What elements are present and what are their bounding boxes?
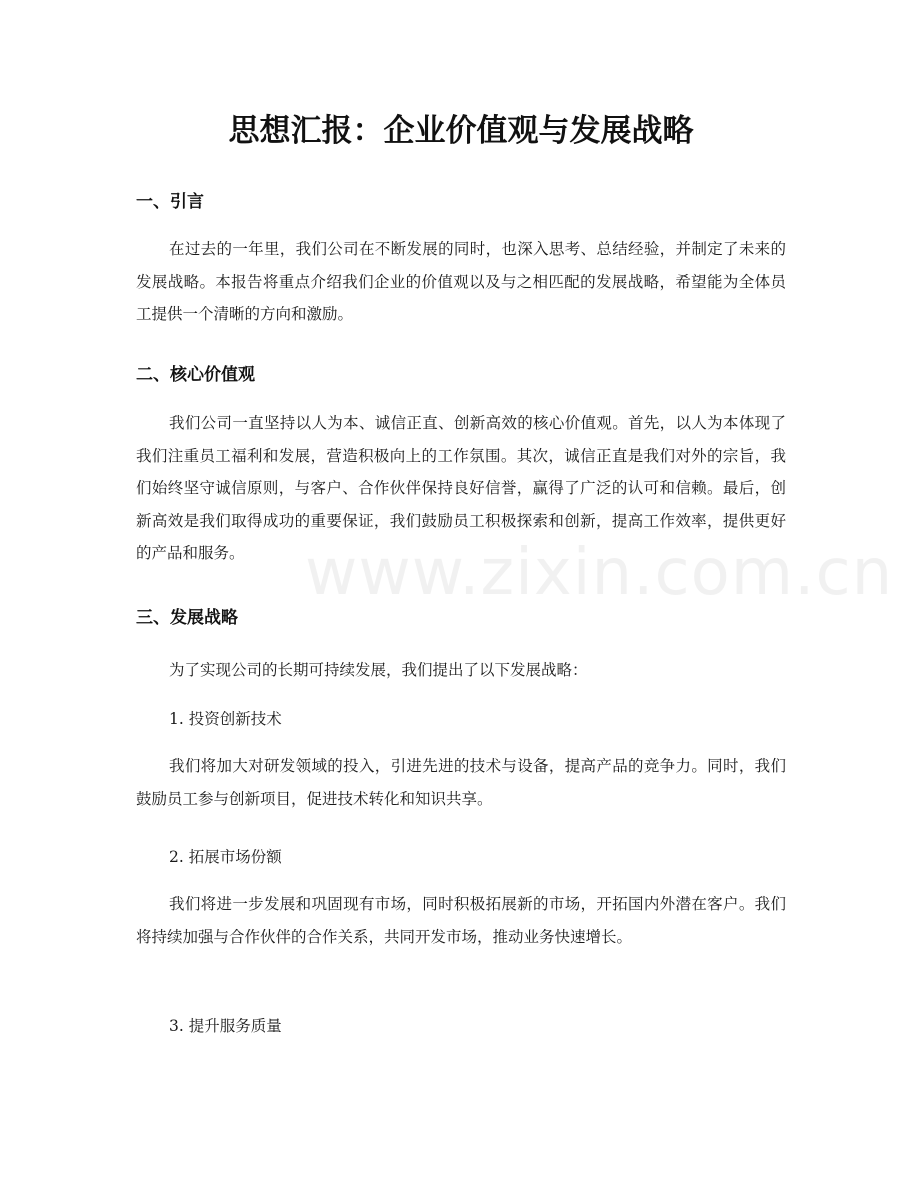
section-heading-values: 二、核心价值观 (136, 365, 255, 385)
strategy-item-text-2: 我们将进一步发展和巩固现有市场，同时积极拓展新的市场，开拓国内外潜在客户。我们将持续加强与合作伙伴的合作关系，共同开发市场，推动业务快速增长。 (136, 895, 786, 946)
strategy-item-text-1: 我们将加大对研发领域的投入，引进先进的技术与设备，提高产品的竞争力。同时，我们鼓励员工参与创新项目，促进技术转化和知识共享。 (136, 757, 786, 808)
section-heading-strategy: 三、发展战略 (136, 608, 238, 628)
watermark-text: www.zixin.com.cn (305, 536, 894, 610)
strategy-item-label-3: 3. 提升服务质量 (169, 1017, 282, 1035)
values-paragraph: 我们公司一直坚持以人为本、诚信正直、创新高效的核心价值观。首先，以人为本体现了我们注重员工福利和发展，营造积极向上的工作氛围。其次，诚信正直是我们对外的宗旨，我们始终坚守诚信原则，与客户、合作伙伴保持良好信誉，赢得了广泛的认可和信赖。最后，创新高效是我们取得成功的重要保证，我们鼓励员工积极探索和创新，提高工作效率，提供更好的产品和服务。 (136, 414, 786, 562)
section-heading-intro: 一、引言 (136, 192, 204, 212)
document-page (136, 0, 894, 1191)
strategy-item-label-2: 2. 拓展市场份额 (169, 848, 282, 866)
strategy-item-label-1: 1. 投资创新技术 (169, 710, 282, 728)
document-title: 思想汇报：企业价值观与发展战略 (228, 113, 694, 149)
intro-paragraph: 在过去的一年里，我们公司在不断发展的同时，也深入思考、总结经验，并制定了未来的发展战略。本报告将重点介绍我们企业的价值观以及与之相匹配的发展战略，希望能为全体员工提供一个清晰的方向和激励。 (136, 240, 786, 323)
strategy-intro-paragraph: 为了实现公司的长期可持续发展，我们提出了以下发展战略： (169, 661, 588, 679)
